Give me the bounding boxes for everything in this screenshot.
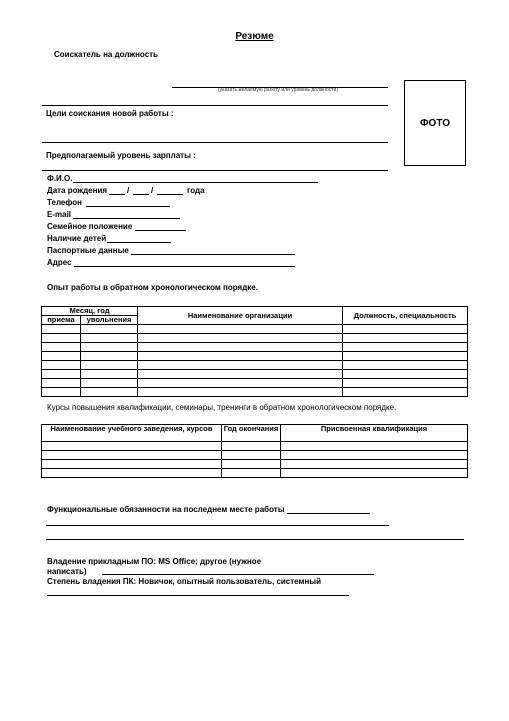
- qualification-header: Присвоенная квалификация: [281, 425, 468, 442]
- duties-label: Функциональные обязанности на последнем месте работы: [47, 505, 285, 514]
- software-label: Владение прикладным ПО: MS Office; другое (нужное написать): [47, 557, 262, 576]
- table-cell[interactable]: [138, 361, 343, 370]
- photo-label: ФОТО: [420, 117, 450, 129]
- table-cell[interactable]: [343, 388, 468, 397]
- address-label: Адрес: [47, 258, 72, 267]
- table-cell[interactable]: [81, 388, 138, 397]
- salary-label: Предполагаемый уровень зарплаты :: [46, 151, 196, 160]
- software-field[interactable]: [102, 574, 374, 575]
- table-cell[interactable]: [42, 460, 222, 469]
- email-field[interactable]: [73, 218, 180, 219]
- table-row: [42, 451, 468, 460]
- children-label: Наличие детей: [47, 234, 107, 243]
- year-header: Год окончания: [222, 425, 281, 442]
- table-row: [42, 352, 468, 361]
- table-cell[interactable]: [42, 352, 81, 361]
- table-cell[interactable]: [42, 325, 81, 334]
- table-cell[interactable]: [343, 352, 468, 361]
- table-row: [42, 334, 468, 343]
- table-cell[interactable]: [343, 343, 468, 352]
- table-cell[interactable]: [42, 388, 81, 397]
- page-title: Резюме: [235, 31, 274, 42]
- table-cell[interactable]: [138, 388, 343, 397]
- phone-label: Телефон: [47, 198, 82, 207]
- table-cell[interactable]: [138, 379, 343, 388]
- photo-box: [404, 80, 466, 166]
- passport-field[interactable]: [131, 254, 295, 255]
- phone-field[interactable]: [86, 206, 170, 207]
- table-cell[interactable]: [42, 370, 81, 379]
- table-row: [42, 379, 468, 388]
- fio-field[interactable]: [73, 182, 318, 183]
- duties-line-2[interactable]: [46, 525, 389, 526]
- table-cell[interactable]: [222, 451, 281, 460]
- table-row: [42, 343, 468, 352]
- table-row: [42, 325, 468, 334]
- children-field[interactable]: [107, 242, 171, 243]
- hire-header: приема: [42, 316, 81, 325]
- salary-line[interactable]: [42, 170, 388, 171]
- family-field[interactable]: [135, 230, 186, 231]
- birth-year-suffix: года: [187, 186, 205, 195]
- dismissal-header: увольнения: [81, 316, 138, 325]
- table-cell[interactable]: [42, 343, 81, 352]
- table-cell[interactable]: [343, 334, 468, 343]
- table-cell[interactable]: [343, 370, 468, 379]
- goals-line[interactable]: [42, 142, 388, 143]
- table-cell[interactable]: [42, 442, 222, 451]
- table-row: [42, 361, 468, 370]
- table-cell[interactable]: [81, 361, 138, 370]
- table-cell[interactable]: [138, 334, 343, 343]
- table-cell[interactable]: [81, 334, 138, 343]
- table-row: [42, 469, 468, 478]
- table-cell[interactable]: [281, 442, 468, 451]
- table-cell[interactable]: [222, 469, 281, 478]
- family-label: Семейное положение: [47, 222, 133, 231]
- education-table: [41, 424, 468, 478]
- table-cell[interactable]: [222, 460, 281, 469]
- birth-separator: /: [127, 186, 130, 195]
- position-label: Соискатель на должность: [54, 50, 158, 59]
- experience-heading: Опыт работы в обратном хронологическом порядке.: [47, 283, 258, 292]
- month-year-header: Месяц, год: [42, 307, 138, 316]
- table-cell[interactable]: [281, 451, 468, 460]
- table-row: [42, 370, 468, 379]
- duties-field[interactable]: [287, 513, 370, 514]
- org-header: Наименование организации: [138, 307, 343, 325]
- table-cell[interactable]: [343, 379, 468, 388]
- institution-header: Наименование учебного заведения, курсов: [42, 425, 222, 442]
- email-label: E-mail: [47, 210, 72, 219]
- pc-skill-label: Степень владения ПК: Новичок, опытный пользователь, системный: [47, 577, 322, 586]
- table-row: [42, 442, 468, 451]
- table-cell[interactable]: [81, 343, 138, 352]
- table-cell[interactable]: [222, 442, 281, 451]
- table-row: [42, 460, 468, 469]
- table-cell[interactable]: [42, 379, 81, 388]
- position-hint: (указать желаемую работу или уровень должности): [218, 87, 339, 93]
- table-cell[interactable]: [281, 469, 468, 478]
- birth-separator: /: [151, 186, 154, 195]
- birth-year-field[interactable]: [157, 194, 183, 195]
- position-line-2[interactable]: [42, 105, 388, 106]
- table-cell[interactable]: [138, 325, 343, 334]
- birth-month-field[interactable]: [133, 194, 149, 195]
- address-field[interactable]: [74, 266, 295, 267]
- table-cell[interactable]: [42, 469, 222, 478]
- passport-label: Паспортные данные: [47, 246, 129, 255]
- goals-label: Цели соискания новой работы :: [46, 109, 174, 118]
- table-cell[interactable]: [42, 451, 222, 460]
- table-cell[interactable]: [138, 370, 343, 379]
- courses-heading: Курсы повышения квалификации, семинары, тренинги в обратном хронологическом порядке.: [47, 403, 397, 412]
- table-cell[interactable]: [81, 370, 138, 379]
- table-cell[interactable]: [81, 352, 138, 361]
- table-cell[interactable]: [343, 325, 468, 334]
- pc-skill-field[interactable]: [47, 595, 349, 596]
- experience-table: [41, 306, 468, 397]
- fio-label: Ф.И.О.: [47, 174, 73, 183]
- table-cell[interactable]: [42, 334, 81, 343]
- table-row: [42, 388, 468, 397]
- birth-label: Дата рождения: [47, 186, 108, 195]
- table-cell[interactable]: [138, 352, 343, 361]
- table-cell[interactable]: [138, 343, 343, 352]
- table-cell[interactable]: [81, 379, 138, 388]
- table-cell[interactable]: [343, 361, 468, 370]
- table-cell[interactable]: [281, 460, 468, 469]
- birth-day-field[interactable]: [109, 194, 125, 195]
- table-cell[interactable]: [42, 361, 81, 370]
- position-header: Должность, специальность: [343, 307, 468, 325]
- duties-line-3[interactable]: [46, 539, 464, 540]
- table-cell[interactable]: [81, 325, 138, 334]
